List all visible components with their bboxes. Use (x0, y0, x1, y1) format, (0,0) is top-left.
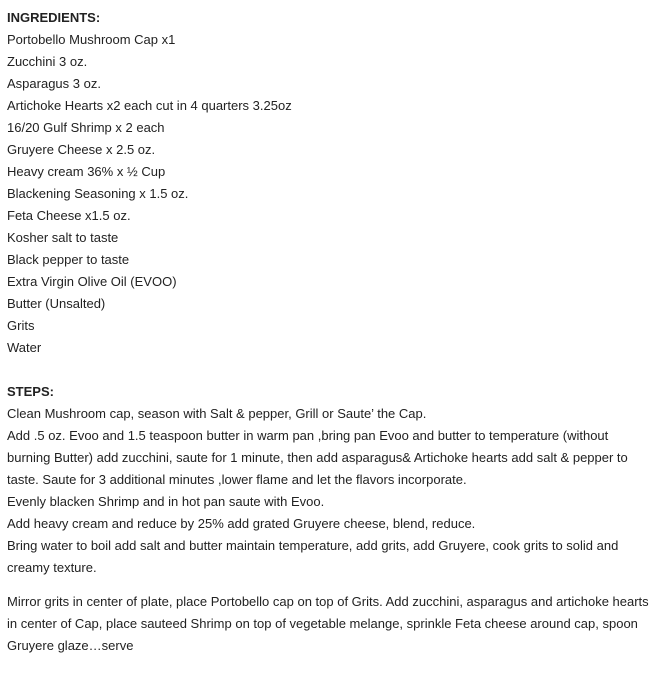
ingredient-item: Heavy cream 36% x ½ Cup (7, 164, 166, 179)
ingredients-list (7, 29, 654, 359)
ingredient-item: Extra Virgin Olive Oil (EVOO) (7, 274, 177, 289)
ingredient-item: Water (7, 340, 42, 355)
ingredient-item: Grits (7, 318, 35, 333)
step-item: Evenly blacken Shrimp and in hot pan saute with Evoo. (7, 494, 325, 509)
steps-heading: STEPS: (7, 384, 54, 399)
ingredient-item: Butter (Unsalted) (7, 296, 106, 311)
step-item: Add .5 oz. Evoo and 1.5 teaspoon butter in warm pan ,bring pan Evoo and butter to temperature (without burning Butter) add zucchini, saute for 1 minute, then add asparagus& Artichoke hearts add salt & pepper to taste. Saute for 3 additional minutes ,lower flame and let the flavors incorporate. (7, 428, 628, 487)
ingredient-item: Blackening Seasoning x 1.5 oz. (7, 186, 189, 201)
step-item: Bring water to boil add salt and butter maintain temperature, add grits, add Gruyere, cook grits to solid and creamy texture. (7, 538, 619, 575)
ingredient-item: Black pepper to taste (7, 252, 130, 267)
ingredient-item: Zucchini 3 oz. (7, 54, 88, 69)
step-item: Clean Mushroom cap, season with Salt & pepper, Grill or Saute’ the Cap. (7, 406, 427, 421)
ingredient-item: Artichoke Hearts x2 each cut in 4 quarters 3.25oz (7, 98, 292, 113)
section-spacer (7, 359, 654, 381)
ingredient-item: Feta Cheese x1.5 oz. (7, 208, 131, 223)
ingredient-item: Kosher salt to taste (7, 230, 119, 245)
steps-list (7, 403, 654, 579)
ingredient-item: Asparagus 3 oz. (7, 76, 101, 91)
ingredient-item: 16/20 Gulf Shrimp x 2 each (7, 120, 165, 135)
ingredient-item: Portobello Mushroom Cap x1 (7, 32, 176, 47)
paragraph-gap (7, 579, 654, 591)
ingredient-item: Gruyere Cheese x 2.5 oz. (7, 142, 156, 157)
serving-instructions: Mirror grits in center of plate, place Portobello cap on top of Grits. Add zucchini, asparagus and artichoke hearts in center of Cap, place sauteed Shrimp on top of vegetable melange, sprinkle Feta cheese around cap, spoon Gruyere glaze…serve (7, 594, 649, 653)
step-item: Add heavy cream and reduce by 25% add grated Gruyere cheese, blend, reduce. (7, 516, 476, 531)
ingredients-heading: INGREDIENTS: (7, 10, 101, 25)
